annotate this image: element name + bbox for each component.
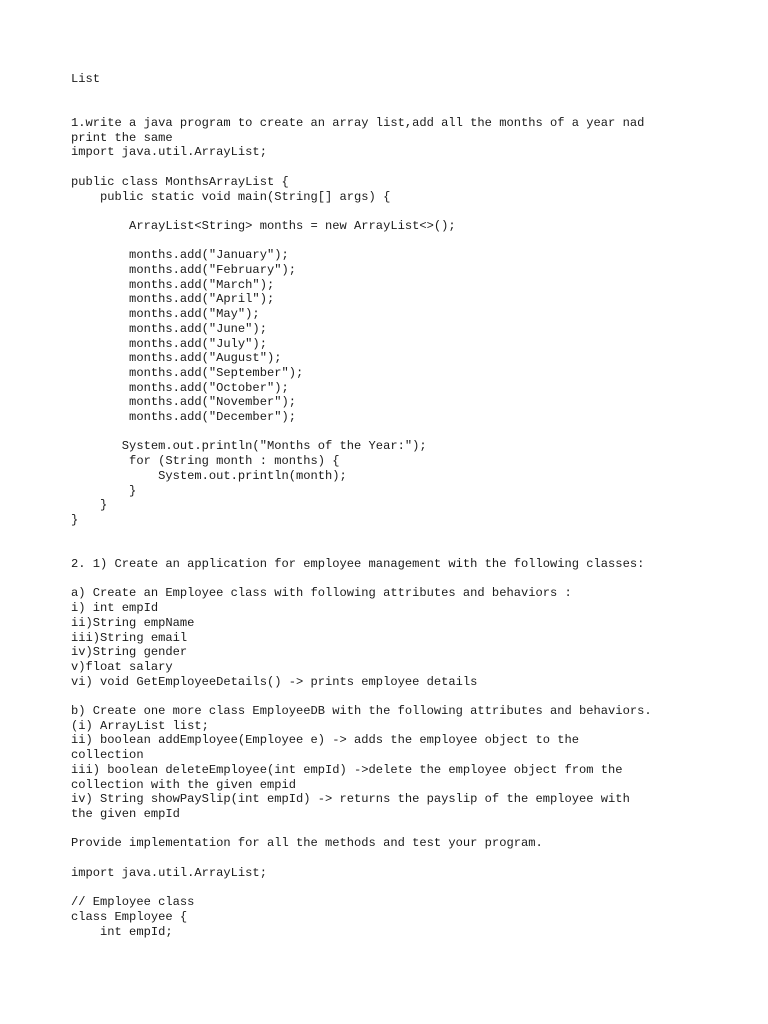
doc-line: the given empId <box>71 807 180 821</box>
doc-line: ii)String empName <box>71 615 195 630</box>
doc-line: iv)String gender <box>71 645 188 660</box>
doc-line: iii)String email <box>71 630 188 645</box>
doc-line: 1.write a java program to create an array list,add all the months of a year nad <box>71 116 645 131</box>
doc-line: } <box>71 513 79 527</box>
doc-line: months.add("August"); <box>71 351 282 366</box>
doc-line <box>71 542 751 557</box>
doc-line: (i) ArrayList list; <box>71 718 209 733</box>
doc-line: // Employee class <box>71 895 195 910</box>
doc-line: print the same <box>71 130 173 145</box>
doc-line: ii) boolean addEmployee(Employee e) -> adds the employee object to the <box>71 733 580 748</box>
doc-line <box>71 160 751 175</box>
doc-line <box>71 101 751 116</box>
doc-line: class Employee { <box>71 909 188 924</box>
doc-line: ArrayList<String> months = new ArrayList<>(); <box>71 218 456 233</box>
doc-line: months.add("March"); <box>71 277 275 292</box>
doc-line: 2. 1) Create an application for employee management with the following classes: <box>71 557 645 572</box>
doc-line: collection <box>71 748 144 763</box>
doc-line <box>71 87 751 102</box>
doc-line: } <box>71 498 108 513</box>
doc-line: public static void main(String[] args) { <box>71 189 391 204</box>
doc-line: collection with the given empid <box>71 777 296 792</box>
document-page <box>71 72 751 939</box>
doc-line <box>71 528 751 543</box>
doc-line: iii) boolean deleteEmployee(int empId) ->delete the employee object from the <box>71 762 623 777</box>
doc-line: months.add("September"); <box>71 365 304 380</box>
doc-line <box>71 880 751 895</box>
doc-line: months.add("July"); <box>71 336 267 351</box>
doc-line: import java.util.ArrayList; <box>71 865 267 880</box>
doc-line: months.add("May"); <box>71 307 260 322</box>
doc-line: vi) void GetEmployeeDetails() -> prints employee details <box>71 674 478 689</box>
doc-line: i) int empId <box>71 601 159 616</box>
doc-line: public class MonthsArrayList { <box>71 174 289 189</box>
doc-line: months.add("January"); <box>71 248 289 263</box>
doc-line: months.add("October"); <box>71 380 289 395</box>
doc-line: Provide implementation for all the methods and test your program. <box>71 836 543 851</box>
doc-line: System.out.println(month); <box>71 468 347 483</box>
doc-line: b) Create one more class EmployeeDB with the following attributes and behaviors. <box>71 704 652 719</box>
doc-line: System.out.println("Months of the Year:"); <box>71 439 427 454</box>
doc-line <box>71 234 751 249</box>
doc-line: months.add("June"); <box>71 321 267 336</box>
doc-line <box>71 572 751 587</box>
doc-line: for (String month : months) { <box>71 454 340 469</box>
doc-line <box>71 689 751 704</box>
doc-line: List <box>71 72 101 86</box>
doc-line: } <box>71 483 137 498</box>
doc-line: int empId; <box>71 924 173 939</box>
doc-line: import java.util.ArrayList; <box>71 145 267 160</box>
doc-line: months.add("November"); <box>71 395 296 410</box>
doc-line <box>71 425 751 440</box>
doc-line <box>71 204 751 219</box>
doc-line <box>71 822 751 837</box>
doc-line: months.add("February"); <box>71 263 296 278</box>
doc-line: a) Create an Employee class with following attributes and behaviors : <box>71 586 572 601</box>
doc-line: months.add("December"); <box>71 410 296 425</box>
doc-line <box>71 851 751 866</box>
doc-line: v)float salary <box>71 659 173 674</box>
doc-line: iv) String showPaySlip(int empId) -> returns the payslip of the employee with <box>71 792 630 807</box>
doc-line: months.add("April"); <box>71 292 275 307</box>
